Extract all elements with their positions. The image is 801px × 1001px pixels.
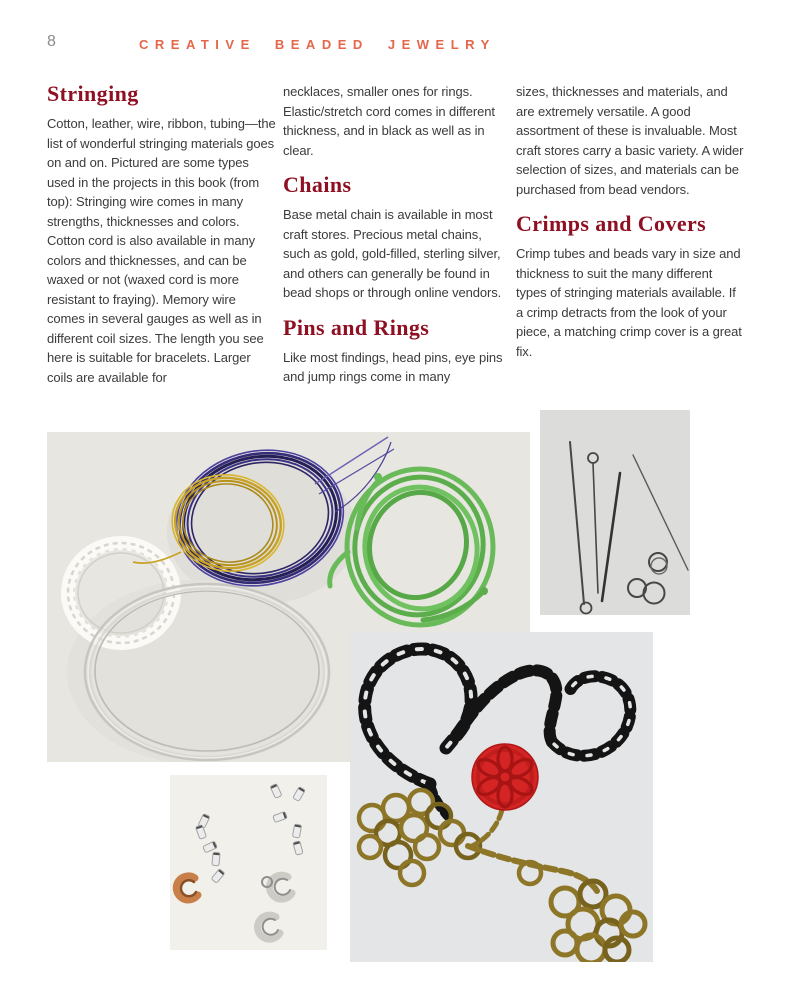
heading-stringing: Stringing [47, 81, 139, 106]
book-title: CREATIVE BEADED JEWELRY [139, 37, 496, 52]
red-carved-bead [472, 744, 538, 810]
stringing-paragraph: Cotton, leather, wire, ribbon, tubing—the list of wonderful stringing materials goes on and on. Pictured are some types used in the projects in this book (from top): Stringing wire comes in many strengths, thicknesses and colors. Cotton cord is also available in many colors and thicknesses, and can be waxed or not (waxed cord is more resistant to fraying). Memory wire comes in several gauges as well as in different coil sizes. The length you see here is suitable for bracelets. Larger coils are available for [47, 116, 276, 385]
chains-paragraph: Base metal chain is available in most craft stores. Precious metal chains, such as gold, gold-filled, sterling silver, and others can generally be found in bead shops or through online vendors. [283, 207, 502, 300]
stringing-paragraph-continued: necklaces, smaller ones for rings. Elastic/stretch cord comes in different thickness, and in black as well as in clear. [283, 84, 495, 158]
chains-photo [350, 632, 653, 962]
column-right [516, 82, 744, 361]
pins-and-rings-image [540, 410, 690, 615]
pins-paragraph-continued: sizes, thicknesses and materials, and are extremely versatile. A good assortment of these is invaluable. Most craft stores carry a basic variety. A wider selection of sizes, and materials can be purchased from bead vendors. [516, 84, 744, 197]
page-number: 8 [47, 33, 56, 50]
heading-crimps-and-covers: Crimps and Covers [516, 211, 707, 236]
chains-image [350, 632, 653, 962]
crimps-paragraph: Crimp tubes and beads vary in size and thickness to suit the many different types of stringing materials available. If a crimp detracts from the look of your piece, a matching crimp cover is a great fix. [516, 246, 742, 359]
crimps-and-covers-image [170, 775, 327, 950]
pins-and-rings-photo [540, 410, 690, 615]
column-middle [283, 82, 509, 387]
crimps-and-covers-photo [170, 775, 327, 950]
pins-paragraph: Like most findings, head pins, eye pins and jump rings come in many [283, 349, 503, 384]
heading-pins-and-rings: Pins and Rings [283, 314, 430, 340]
heading-chains: Chains [283, 172, 352, 197]
column-stringing [47, 82, 277, 387]
